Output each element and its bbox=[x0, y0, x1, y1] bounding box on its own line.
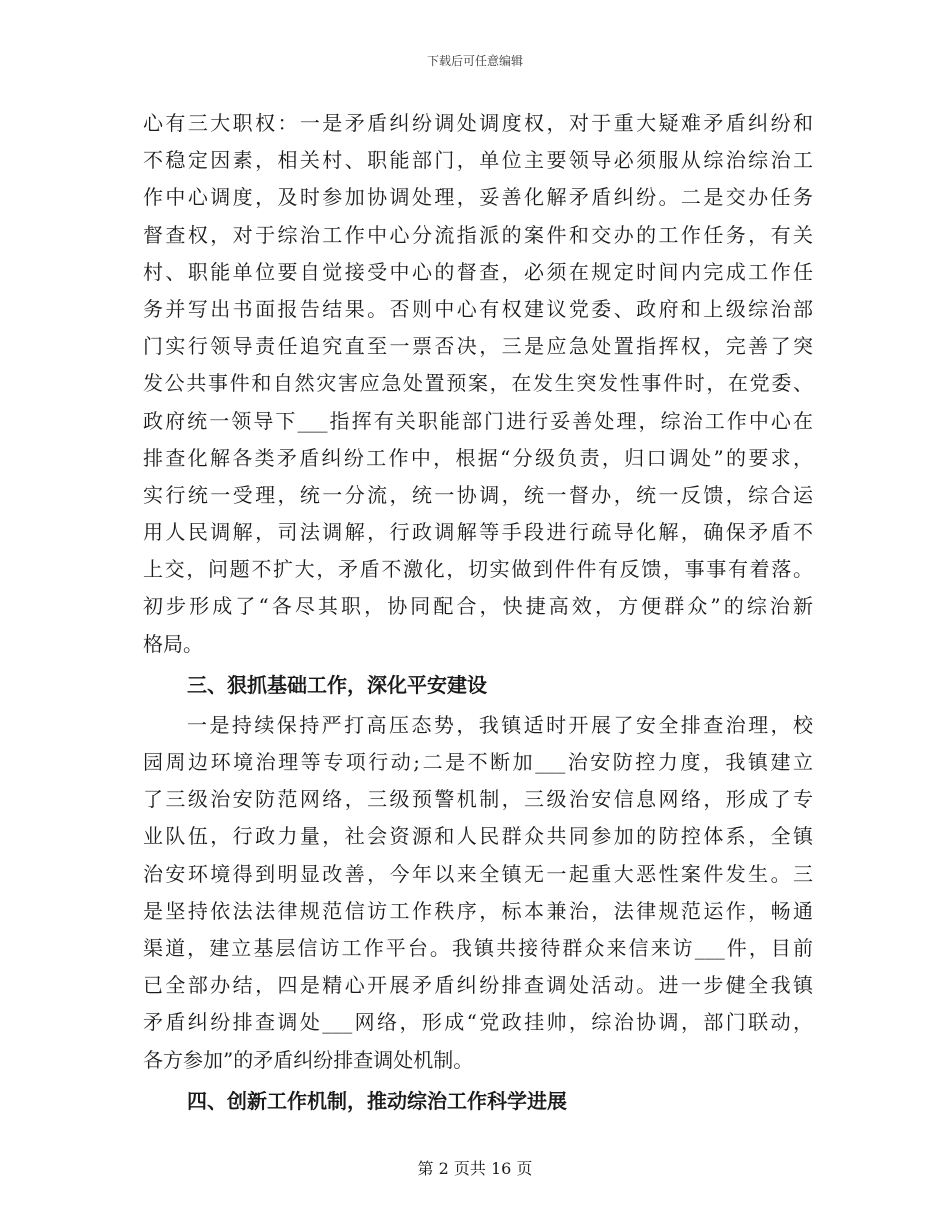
text-line: 务并写出书面报告结果。否则中心有权建议党委、政府和上级综治部 bbox=[143, 296, 813, 321]
text-line: 格局。 bbox=[143, 631, 203, 656]
text-line: 上交，问题不扩大，矛盾不激化，切实做到件件有反馈，事事有着落。 bbox=[143, 557, 813, 582]
text-line: 门实行领导责任追究直至一票否决，三是应急处置指挥权，完善了突 bbox=[143, 334, 813, 359]
text-line: 一是持续保持严打高压态势，我镇适时开展了安全排查治理，校 bbox=[187, 712, 813, 737]
paragraph-2 bbox=[143, 707, 813, 1079]
text-line: 用人民调解，司法调解，行政调解等手段进行疏导化解，确保矛盾不 bbox=[143, 520, 813, 545]
text-line: 实行统一受理，统一分流，统一协调，统一督办，统一反馈，综合运 bbox=[143, 482, 813, 507]
text-line: 了三级治安防范网络，三级预警机制，三级治安信息网络，形成了专 bbox=[143, 787, 813, 812]
paragraph-1 bbox=[143, 105, 813, 663]
page-header: 下载后可任意编辑 bbox=[426, 54, 523, 68]
text-line: 发公共事件和自然灾害应急处置预案，在发生突发性事件时，在党委、 bbox=[143, 371, 813, 396]
page-number: 第 2 页共 16 页 bbox=[417, 1159, 533, 1178]
document-body bbox=[143, 105, 813, 1123]
text-line: 排查化解各类矛盾纠纷工作中，根据“分级负责，归口调处”的要求， bbox=[143, 445, 813, 470]
text-line: 业队伍，行政力量，社会资源和人民群众共同参加的防控体系，全镇 bbox=[143, 824, 813, 849]
text-line: 初步形成了“各尽其职，协同配合，快捷高效，方便群众”的综治新 bbox=[143, 594, 813, 619]
text-line: 是坚持依法法律规范信访工作秩序，标本兼治，法律规范运作，畅通 bbox=[143, 898, 813, 923]
text-line: 政府统一领导下___指挥有关职能部门进行妥善处理，综治工作中心在 bbox=[143, 408, 813, 433]
text-line: 督查权，对于综治工作中心分流指派的案件和交办的工作任务，有关 bbox=[143, 222, 813, 247]
text-line: 园周边环境治理等专项行动;二是不断加___治安防控力度，我镇建立 bbox=[143, 750, 813, 774]
text-line: 矛盾纠纷排查调处___网络，形成“党政挂帅，综治协调，部门联动， bbox=[143, 1010, 813, 1035]
section-heading-3: 三、狠抓基础工作，深化平安建设 bbox=[187, 672, 487, 697]
text-line: 不稳定因素，相关村、职能部门，单位主要领导必须服从综治综治工 bbox=[143, 148, 813, 173]
text-line: 作中心调度，及时参加协调处理，妥善化解矛盾纠纷。二是交办任务 bbox=[143, 185, 813, 210]
text-line: 治安环境得到明显改善，今年以来全镇无一起重大恶性案件发生。三 bbox=[143, 861, 813, 886]
text-line: 村、职能单位要自觉接受中心的督查，必须在规定时间内完成工作任 bbox=[143, 259, 813, 284]
text-line: 心有三大职权：一是矛盾纠纷调处调度权，对于重大疑难矛盾纠纷和 bbox=[143, 111, 813, 135]
text-line: 各方参加”的矛盾纠纷排查调处机制。 bbox=[143, 1047, 474, 1072]
text-line: 已全部办结，四是精心开展矛盾纠纷排查调处活动。进一步健全我镇 bbox=[143, 973, 813, 998]
section-heading-4: 四、创新工作机制，推动综治工作科学进展 bbox=[187, 1088, 567, 1113]
text-line: 渠道，建立基层信访工作平台。我镇共接待群众来信来访___件，目前 bbox=[143, 935, 813, 960]
